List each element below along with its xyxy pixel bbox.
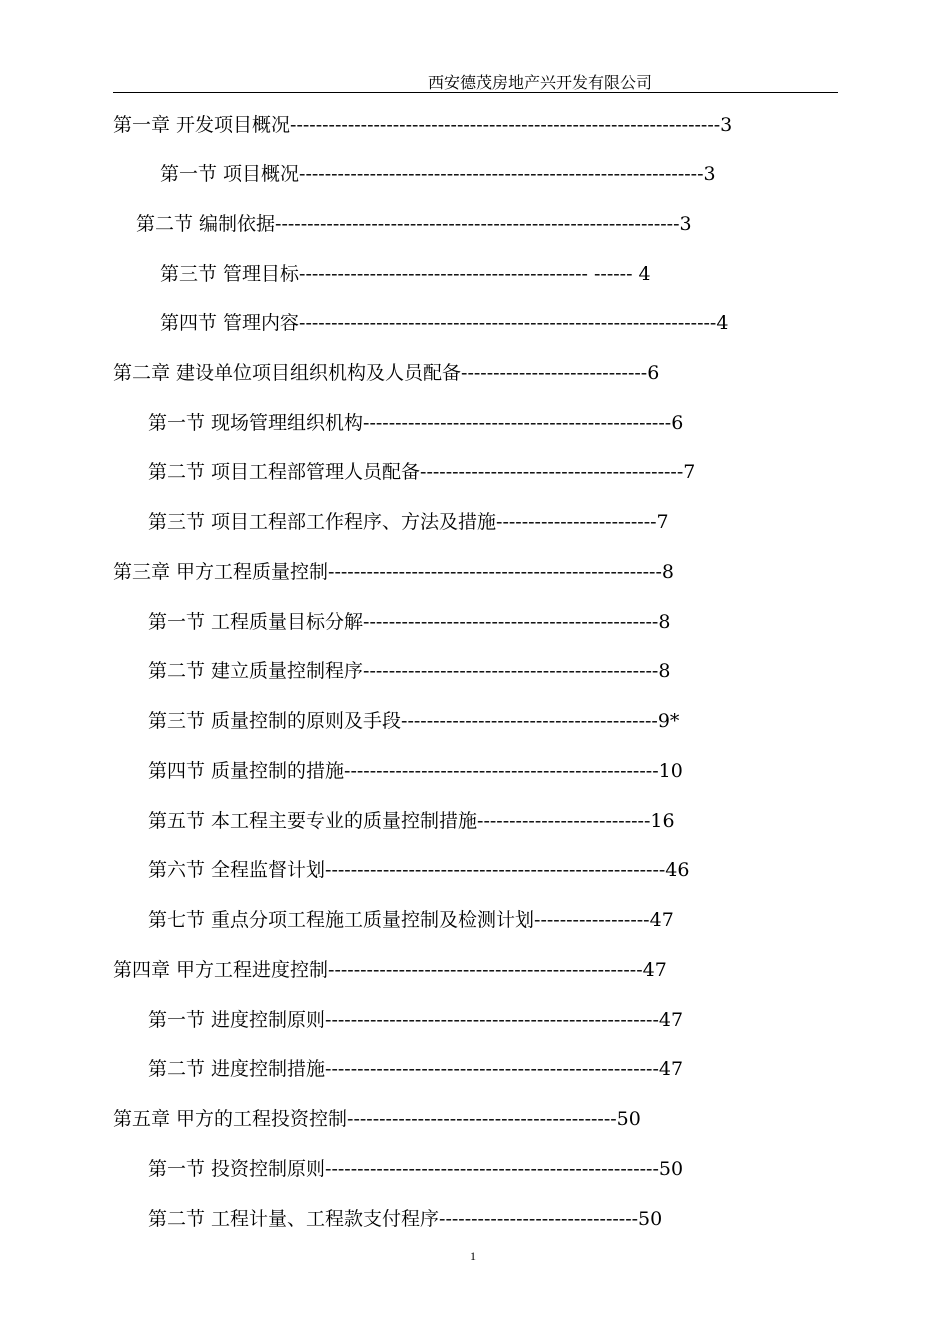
toc-section-3-1: 第一节 工程质量目标分解----------------------------------------------8	[148, 611, 671, 633]
header-company-name: 西安德茂房地产兴开发有限公司	[428, 73, 653, 92]
toc-chapter-1: 第一章 开发项目概况-------------------------------------------------------------------3	[113, 114, 733, 136]
toc-section-2-1: 第一节 现场管理组织机构------------------------------------------------6	[148, 412, 684, 434]
toc-section-3-6: 第六节 全程监督计划-----------------------------------------------------46	[148, 859, 690, 881]
toc-section-4-2: 第二节 进度控制措施----------------------------------------------------47	[148, 1058, 684, 1080]
toc-section-3-4: 第四节 质量控制的措施-------------------------------------------------10	[148, 760, 683, 782]
toc-chapter-3: 第三章 甲方工程质量控制----------------------------------------------------8	[113, 561, 674, 583]
toc-section-3-2: 第二节 建立质量控制程序----------------------------------------------8	[148, 660, 671, 682]
toc-section-3-5: 第五节 本工程主要专业的质量控制措施---------------------------16	[148, 810, 675, 832]
toc-section-1-2: 第二节 编制依据---------------------------------------------------------------3	[136, 213, 692, 235]
toc-section-1-3: 第三节 管理目标--------------------------------------------- ------ 4	[160, 263, 651, 285]
toc-section-1-4: 第四节 管理内容-----------------------------------------------------------------4	[160, 312, 729, 334]
page-number: 1	[470, 1249, 476, 1263]
toc-section-2-3: 第三节 项目工程部工作程序、方法及措施-------------------------7	[148, 511, 669, 533]
toc-chapter-5: 第五章 甲方的工程投资控制------------------------------------------50	[113, 1108, 641, 1130]
toc-section-2-2: 第二节 项目工程部管理人员配备-----------------------------------------7	[148, 461, 696, 483]
toc-section-5-1: 第一节 投资控制原则----------------------------------------------------50	[148, 1158, 684, 1180]
toc-chapter-2: 第二章 建设单位项目组织机构及人员配备-----------------------------6	[113, 362, 660, 384]
toc-section-1-1: 第一节 项目概况---------------------------------------------------------------3	[160, 163, 716, 185]
toc-chapter-4: 第四章 甲方工程进度控制-------------------------------------------------47	[113, 959, 667, 981]
toc-section-3-7: 第七节 重点分项工程施工质量控制及检测计划------------------47	[148, 909, 674, 931]
page-header	[113, 68, 838, 93]
toc-section-4-1: 第一节 进度控制原则----------------------------------------------------47	[148, 1009, 684, 1031]
toc-section-3-3: 第三节 质量控制的原则及手段----------------------------------------9*	[148, 710, 680, 732]
toc-section-5-2: 第二节 工程计量、工程款支付程序-------------------------------50	[148, 1208, 663, 1230]
